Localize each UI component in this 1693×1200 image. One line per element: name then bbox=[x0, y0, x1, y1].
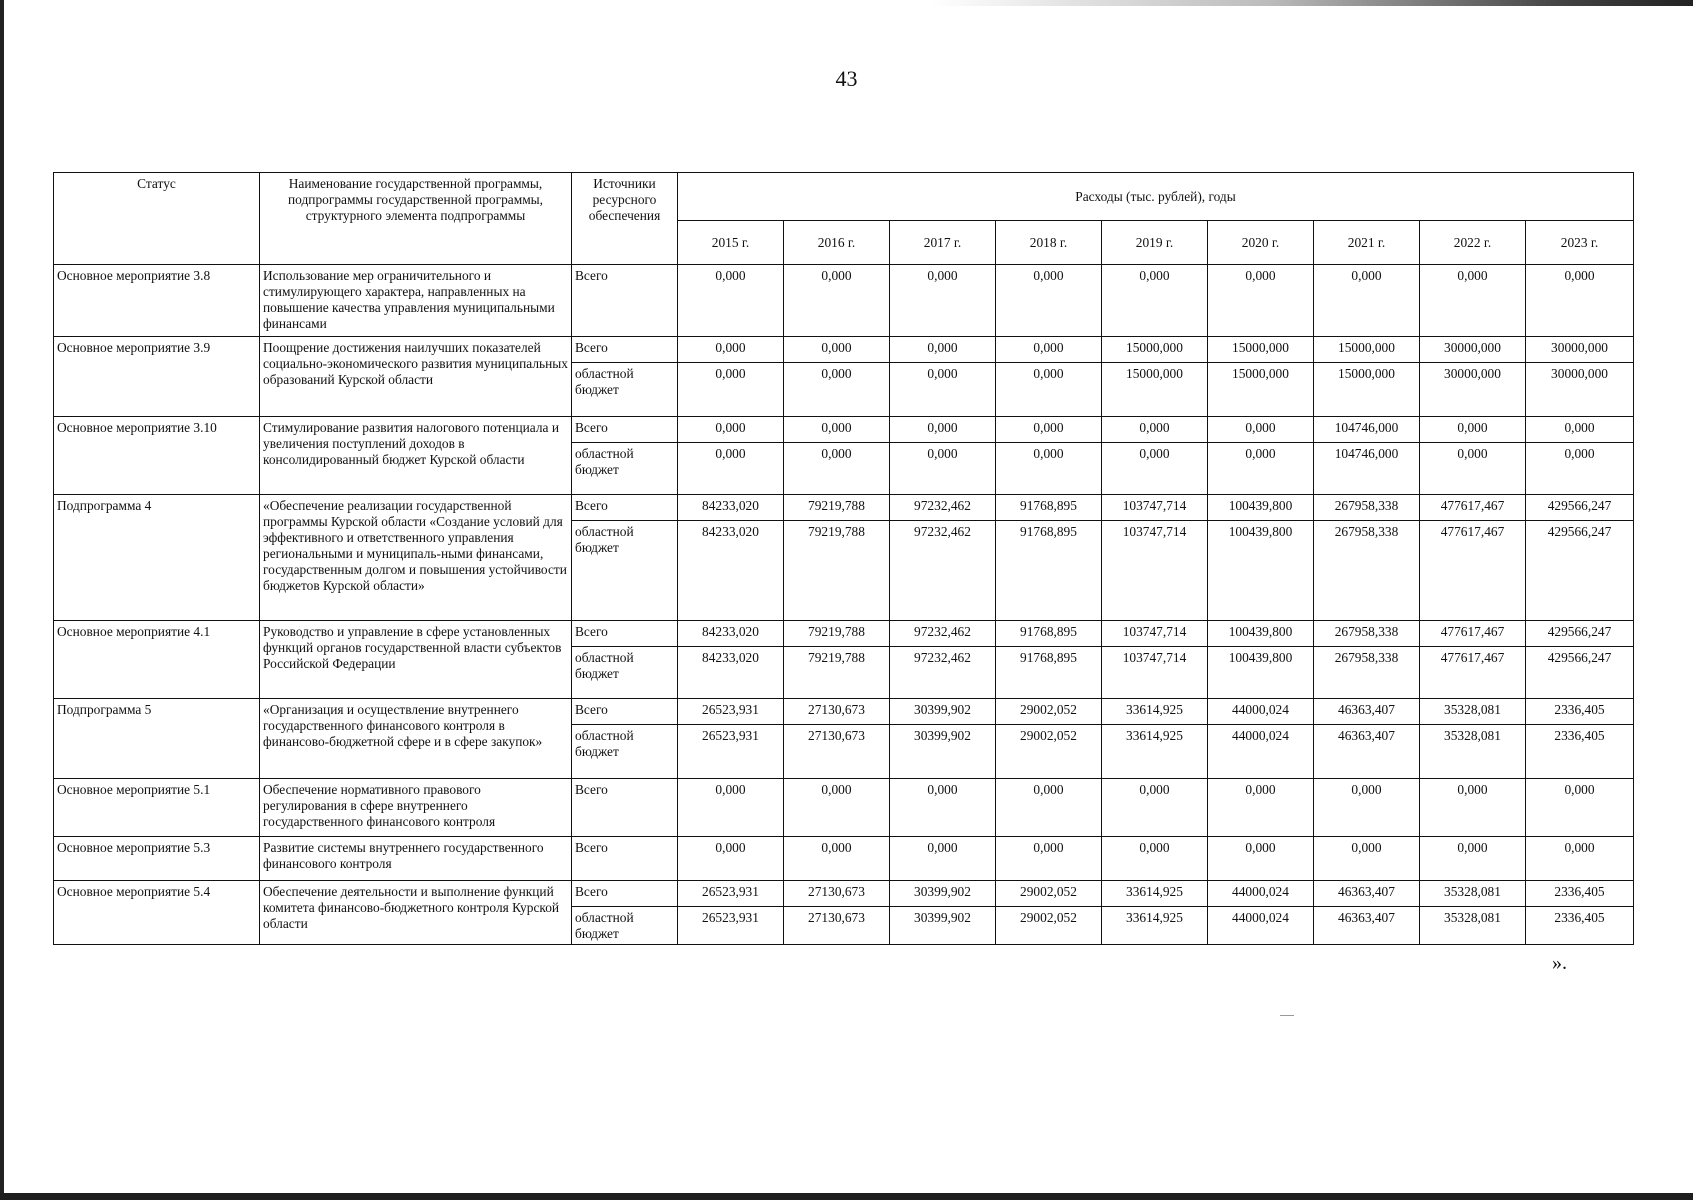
value-cell: 0,000 bbox=[678, 417, 784, 443]
value-cell: 29002,052 bbox=[996, 881, 1102, 907]
table-row bbox=[54, 621, 1634, 647]
budget-table bbox=[53, 172, 1634, 945]
value-cell: 429566,247 bbox=[1526, 647, 1634, 699]
value-cell: 0,000 bbox=[1208, 265, 1314, 337]
value-cell: 100439,800 bbox=[1208, 495, 1314, 521]
value-cell: 0,000 bbox=[996, 363, 1102, 417]
value-cell: 97232,462 bbox=[890, 495, 996, 521]
header-sources: Источники ресурсного обеспечения bbox=[572, 173, 678, 265]
value-cell: 104746,000 bbox=[1314, 417, 1420, 443]
value-cell: 26523,931 bbox=[678, 881, 784, 907]
scan-left-edge bbox=[0, 0, 4, 1200]
value-cell: 0,000 bbox=[890, 265, 996, 337]
value-cell: 44000,024 bbox=[1208, 907, 1314, 945]
source-cell: Всего bbox=[572, 699, 678, 725]
program-name-cell: Руководство и управление в сфере установленных функций органов государственной власти субъектов Российской Федерации bbox=[260, 621, 572, 699]
program-name-cell: «Обеспечение реализации государственной программы Курской области «Создание условий для эффективного и ответственного управления региональными и муниципаль-ными финансами, государственным долгом и повышения устойчивости бюджетов Курской области» bbox=[260, 495, 572, 621]
value-cell: 0,000 bbox=[1420, 443, 1526, 495]
value-cell: 0,000 bbox=[1314, 837, 1420, 881]
value-cell: 0,000 bbox=[1420, 837, 1526, 881]
value-cell: 35328,081 bbox=[1420, 907, 1526, 945]
value-cell: 33614,925 bbox=[1102, 907, 1208, 945]
value-cell: 0,000 bbox=[1526, 265, 1634, 337]
value-cell: 27130,673 bbox=[784, 907, 890, 945]
table-row bbox=[54, 837, 1634, 881]
header-year: 2017 г. bbox=[890, 221, 996, 265]
value-cell: 100439,800 bbox=[1208, 521, 1314, 621]
value-cell: 46363,407 bbox=[1314, 699, 1420, 725]
status-cell: Подпрограмма 4 bbox=[54, 495, 260, 621]
value-cell: 100439,800 bbox=[1208, 621, 1314, 647]
value-cell: 26523,931 bbox=[678, 725, 784, 779]
value-cell: 0,000 bbox=[1526, 837, 1634, 881]
value-cell: 0,000 bbox=[1102, 443, 1208, 495]
value-cell: 0,000 bbox=[678, 443, 784, 495]
value-cell: 35328,081 bbox=[1420, 699, 1526, 725]
program-name-cell: Использование мер ограничительного и стимулирующего характера, направленных на повышение качества управления муниципальными финансами bbox=[260, 265, 572, 337]
value-cell: 97232,462 bbox=[890, 521, 996, 621]
value-cell: 79219,788 bbox=[784, 647, 890, 699]
value-cell: 35328,081 bbox=[1420, 881, 1526, 907]
value-cell: 79219,788 bbox=[784, 621, 890, 647]
value-cell: 0,000 bbox=[1420, 265, 1526, 337]
value-cell: 0,000 bbox=[996, 443, 1102, 495]
value-cell: 267958,338 bbox=[1314, 621, 1420, 647]
program-name-cell: Обеспечение деятельности и выполнение функций комитета финансово-бюджетного контроля Курской области bbox=[260, 881, 572, 945]
value-cell: 477617,467 bbox=[1420, 647, 1526, 699]
value-cell: 0,000 bbox=[784, 443, 890, 495]
table-row bbox=[54, 417, 1634, 443]
status-cell: Основное мероприятие 4.1 bbox=[54, 621, 260, 699]
value-cell: 46363,407 bbox=[1314, 725, 1420, 779]
program-name-cell: «Организация и осуществление внутреннего государственного финансового контроля в финансово-бюджетной сфере и в сфере закупок» bbox=[260, 699, 572, 779]
value-cell: 0,000 bbox=[996, 417, 1102, 443]
value-cell: 0,000 bbox=[678, 265, 784, 337]
value-cell: 0,000 bbox=[1314, 265, 1420, 337]
value-cell: 44000,024 bbox=[1208, 725, 1314, 779]
value-cell: 100439,800 bbox=[1208, 647, 1314, 699]
value-cell: 46363,407 bbox=[1314, 881, 1420, 907]
value-cell: 0,000 bbox=[784, 265, 890, 337]
source-cell: областной бюджет bbox=[572, 725, 678, 779]
value-cell: 0,000 bbox=[890, 363, 996, 417]
value-cell: 26523,931 bbox=[678, 699, 784, 725]
table-row bbox=[54, 265, 1634, 337]
header-year: 2018 г. bbox=[996, 221, 1102, 265]
value-cell: 30399,902 bbox=[890, 699, 996, 725]
source-cell: областной бюджет bbox=[572, 443, 678, 495]
value-cell: 33614,925 bbox=[1102, 725, 1208, 779]
value-cell: 15000,000 bbox=[1208, 337, 1314, 363]
value-cell: 103747,714 bbox=[1102, 495, 1208, 521]
value-cell: 33614,925 bbox=[1102, 881, 1208, 907]
table-row bbox=[54, 337, 1634, 363]
value-cell: 0,000 bbox=[1208, 443, 1314, 495]
value-cell: 15000,000 bbox=[1208, 363, 1314, 417]
source-cell: Всего bbox=[572, 337, 678, 363]
table-header bbox=[54, 173, 1634, 265]
value-cell: 0,000 bbox=[1208, 417, 1314, 443]
source-cell: Всего bbox=[572, 881, 678, 907]
value-cell: 0,000 bbox=[890, 779, 996, 837]
page-number: 43 bbox=[835, 66, 858, 91]
value-cell: 29002,052 bbox=[996, 725, 1102, 779]
value-cell: 97232,462 bbox=[890, 647, 996, 699]
status-cell: Подпрограмма 5 bbox=[54, 699, 260, 779]
value-cell: 2336,405 bbox=[1526, 907, 1634, 945]
value-cell: 0,000 bbox=[784, 779, 890, 837]
value-cell: 30399,902 bbox=[890, 881, 996, 907]
value-cell: 0,000 bbox=[784, 837, 890, 881]
value-cell: 0,000 bbox=[996, 779, 1102, 837]
status-cell: Основное мероприятие 3.10 bbox=[54, 417, 260, 495]
value-cell: 33614,925 bbox=[1102, 699, 1208, 725]
value-cell: 267958,338 bbox=[1314, 495, 1420, 521]
value-cell: 103747,714 bbox=[1102, 647, 1208, 699]
value-cell: 267958,338 bbox=[1314, 521, 1420, 621]
closing-quote-mark: ». bbox=[1552, 952, 1567, 974]
value-cell: 477617,467 bbox=[1420, 495, 1526, 521]
header-status: Статус bbox=[54, 173, 260, 265]
value-cell: 0,000 bbox=[678, 779, 784, 837]
value-cell: 30000,000 bbox=[1526, 337, 1634, 363]
value-cell: 35328,081 bbox=[1420, 725, 1526, 779]
source-cell: Всего bbox=[572, 265, 678, 337]
value-cell: 29002,052 bbox=[996, 699, 1102, 725]
value-cell: 0,000 bbox=[890, 337, 996, 363]
value-cell: 79219,788 bbox=[784, 521, 890, 621]
value-cell: 46363,407 bbox=[1314, 907, 1420, 945]
source-cell: Всего bbox=[572, 837, 678, 881]
source-cell: областной бюджет bbox=[572, 363, 678, 417]
value-cell: 91768,895 bbox=[996, 495, 1102, 521]
value-cell: 0,000 bbox=[678, 837, 784, 881]
value-cell: 103747,714 bbox=[1102, 521, 1208, 621]
value-cell: 44000,024 bbox=[1208, 881, 1314, 907]
header-year: 2022 г. bbox=[1420, 221, 1526, 265]
value-cell: 0,000 bbox=[1526, 417, 1634, 443]
value-cell: 477617,467 bbox=[1420, 521, 1526, 621]
table-row bbox=[54, 495, 1634, 521]
status-cell: Основное мероприятие 5.1 bbox=[54, 779, 260, 837]
value-cell: 0,000 bbox=[1102, 265, 1208, 337]
source-cell: Всего bbox=[572, 621, 678, 647]
value-cell: 103747,714 bbox=[1102, 621, 1208, 647]
value-cell: 2336,405 bbox=[1526, 699, 1634, 725]
table-row bbox=[54, 699, 1634, 725]
source-cell: областной бюджет bbox=[572, 907, 678, 945]
value-cell: 30000,000 bbox=[1420, 337, 1526, 363]
value-cell: 0,000 bbox=[890, 837, 996, 881]
value-cell: 0,000 bbox=[1102, 837, 1208, 881]
value-cell: 429566,247 bbox=[1526, 495, 1634, 521]
value-cell: 0,000 bbox=[890, 443, 996, 495]
value-cell: 0,000 bbox=[1102, 417, 1208, 443]
value-cell: 267958,338 bbox=[1314, 647, 1420, 699]
source-cell: областной бюджет bbox=[572, 521, 678, 621]
value-cell: 29002,052 bbox=[996, 907, 1102, 945]
value-cell: 0,000 bbox=[1208, 837, 1314, 881]
value-cell: 27130,673 bbox=[784, 881, 890, 907]
table-row bbox=[54, 881, 1634, 907]
status-cell: Основное мероприятие 5.4 bbox=[54, 881, 260, 945]
value-cell: 30399,902 bbox=[890, 725, 996, 779]
header-year: 2023 г. bbox=[1526, 221, 1634, 265]
value-cell: 0,000 bbox=[784, 363, 890, 417]
value-cell: 0,000 bbox=[1420, 779, 1526, 837]
status-cell: Основное мероприятие 5.3 bbox=[54, 837, 260, 881]
value-cell: 2336,405 bbox=[1526, 881, 1634, 907]
value-cell: 0,000 bbox=[1102, 779, 1208, 837]
scan-smudge bbox=[1280, 1015, 1294, 1016]
value-cell: 429566,247 bbox=[1526, 521, 1634, 621]
value-cell: 0,000 bbox=[996, 265, 1102, 337]
value-cell: 30000,000 bbox=[1420, 363, 1526, 417]
value-cell: 26523,931 bbox=[678, 907, 784, 945]
value-cell: 0,000 bbox=[1314, 779, 1420, 837]
status-cell: Основное мероприятие 3.8 bbox=[54, 265, 260, 337]
status-cell: Основное мероприятие 3.9 bbox=[54, 337, 260, 417]
header-year: 2020 г. bbox=[1208, 221, 1314, 265]
value-cell: 2336,405 bbox=[1526, 725, 1634, 779]
value-cell: 79219,788 bbox=[784, 495, 890, 521]
program-name-cell: Развитие системы внутреннего государственного финансового контроля bbox=[260, 837, 572, 881]
scan-top-edge bbox=[0, 0, 1693, 6]
value-cell: 91768,895 bbox=[996, 521, 1102, 621]
value-cell: 0,000 bbox=[1420, 417, 1526, 443]
source-cell: Всего bbox=[572, 779, 678, 837]
value-cell: 15000,000 bbox=[1102, 337, 1208, 363]
value-cell: 429566,247 bbox=[1526, 621, 1634, 647]
value-cell: 44000,024 bbox=[1208, 699, 1314, 725]
source-cell: Всего bbox=[572, 417, 678, 443]
value-cell: 27130,673 bbox=[784, 725, 890, 779]
header-year: 2016 г. bbox=[784, 221, 890, 265]
header-name: Наименование государственной программы, подпрограммы государственной программы, структурного элемента подпрограммы bbox=[260, 173, 572, 265]
scan-bottom-edge bbox=[0, 1193, 1693, 1200]
value-cell: 0,000 bbox=[678, 363, 784, 417]
value-cell: 477617,467 bbox=[1420, 621, 1526, 647]
header-year: 2015 г. bbox=[678, 221, 784, 265]
value-cell: 0,000 bbox=[678, 337, 784, 363]
value-cell: 97232,462 bbox=[890, 621, 996, 647]
value-cell: 0,000 bbox=[996, 337, 1102, 363]
value-cell: 30399,902 bbox=[890, 907, 996, 945]
value-cell: 91768,895 bbox=[996, 647, 1102, 699]
value-cell: 84233,020 bbox=[678, 495, 784, 521]
value-cell: 30000,000 bbox=[1526, 363, 1634, 417]
value-cell: 0,000 bbox=[1526, 779, 1634, 837]
value-cell: 15000,000 bbox=[1314, 337, 1420, 363]
program-name-cell: Стимулирование развития налогового потенциала и увеличения поступлений доходов в консолидированный бюджет Курской области bbox=[260, 417, 572, 495]
value-cell: 0,000 bbox=[890, 417, 996, 443]
value-cell: 15000,000 bbox=[1314, 363, 1420, 417]
value-cell: 15000,000 bbox=[1102, 363, 1208, 417]
value-cell: 91768,895 bbox=[996, 621, 1102, 647]
source-cell: Всего bbox=[572, 495, 678, 521]
value-cell: 0,000 bbox=[996, 837, 1102, 881]
header-expenses: Расходы (тыс. рублей), годы bbox=[678, 173, 1634, 221]
value-cell: 104746,000 bbox=[1314, 443, 1420, 495]
header-year: 2021 г. bbox=[1314, 221, 1420, 265]
value-cell: 0,000 bbox=[1208, 779, 1314, 837]
value-cell: 0,000 bbox=[784, 337, 890, 363]
value-cell: 84233,020 bbox=[678, 521, 784, 621]
header-year: 2019 г. bbox=[1102, 221, 1208, 265]
value-cell: 0,000 bbox=[1526, 443, 1634, 495]
value-cell: 27130,673 bbox=[784, 699, 890, 725]
value-cell: 84233,020 bbox=[678, 621, 784, 647]
program-name-cell: Обеспечение нормативного правового регулирования в сфере внутреннего государственного финансового контроля bbox=[260, 779, 572, 837]
table-body bbox=[54, 265, 1634, 945]
source-cell: областной бюджет bbox=[572, 647, 678, 699]
program-name-cell: Поощрение достижения наилучших показателей социально-экономического развития муниципальных образований Курской области bbox=[260, 337, 572, 417]
value-cell: 0,000 bbox=[784, 417, 890, 443]
table-row bbox=[54, 779, 1634, 837]
value-cell: 84233,020 bbox=[678, 647, 784, 699]
